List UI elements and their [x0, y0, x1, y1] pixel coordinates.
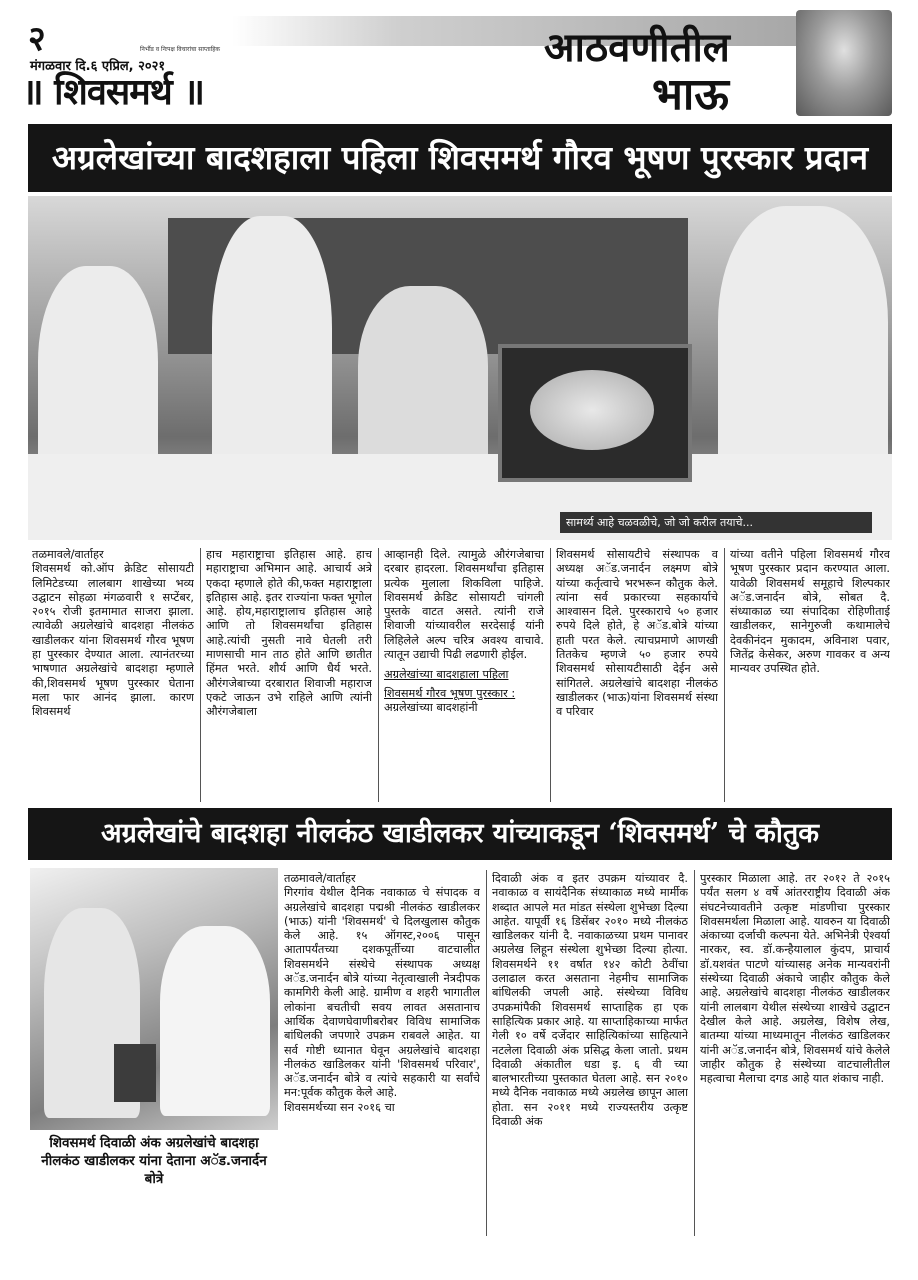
subheading-line2: शिवसमर्थ गौरव भूषण पुरस्कार : — [384, 686, 516, 700]
diwali-issue-book — [114, 1044, 156, 1102]
story1-column-3 — [384, 548, 544, 802]
column-divider — [200, 548, 201, 802]
page-number: २ — [28, 19, 46, 59]
story1-column-2: हाच महाराष्ट्राचा इतिहास आहे. हाच महाराष्ट्राचा अभिमान आहे. आचार्य अत्रे एकदा म्हणाले होते की,फक्त महाराष्ट्राला इतिहास आहे. इतर राज्यांना फक्त भूगोल आहे. होय,महाराष्ट्रालाच इतिहास आहे आणि तो शिवसमर्थांचा इतिहास आहे.त्यांची नुसती नावे घेतली तरी माणसाची मान ताठ होते आणि छातीत हिंमत भरते. शौर्य आणि धैर्य भरते. औरंगजेबाच्या दरबारात शिवाजी महाराज एकटे जाऊन उभे राहिले आणि त्यांनी औरंगजेबाला — [206, 548, 372, 719]
issue-date: मंगळवार दि.६ एप्रिल, २०२१ — [30, 59, 166, 74]
column-title-line2: भाऊ — [652, 69, 729, 120]
story1-column-4: शिवसमर्थ सोसायटीचे संस्थापक व अध्यक्ष अॅड.जनार्दन लक्ष्मण बोत्रे यांच्या कर्तृत्वाचे भरभरून कौतुक केले. त्यांना सर्व प्रकारच्या सहकार्याचे आश्वासन दिले. पुरस्काराचे ५० हजार रुपये दिले होते, हे अॅड.बोत्रे यांच्या हाती परत केले. त्याचप्रमाणे आणखी तितकेच म्हणजे ५० हजार रुपये शिवसमर्थ सोसायटीसाठी देईन असे सांगितले. अग्रलेखांचे बादशहा नीलकंठ खाडीलकर (भाऊ)यांना शिवसमर्थ संस्था व परिवार — [556, 548, 718, 719]
award-ceremony-photo — [28, 196, 892, 540]
story1-column-1: तळमावले/वार्ताहर शिवसमर्थ को.ऑप क्रेडिट सोसायटी लिमिटेडच्या लालबाग शाखेच्या भव्य उद्घाटन सोहळा मंगळवारी १ सप्टेंबर, २०१५ रोजी इतमामात साजरा झाला. त्यावेळी अग्रलेखांचे बादशहा नीलकंठ खाडीलकर यांना शिवसमर्थ गौरव भूषण हा पुरस्कार देण्यात आला. त्यानंतरच्या भाषणात अग्रलेखांचे बादशहा म्हणाले की,शिवसमर्थ भूषण पुरस्कार घेताना मला फार आनंद झाला. कारण शिवसमर्थ — [32, 548, 194, 719]
story2-column-1: तळमावले/वार्ताहर गिरगांव येथील दैनिक नवाकाळ चे संपादक व अग्रलेखांचे बादशहा पद्मश्री नीलकंठ खाडीलकर (भाऊ) यांनी 'शिवसमर्थ' चे दिलखुलास कौतुक केले आहे. १५ ऑगस्ट,२००६ पासून आतापर्यंतच्या दशकपूर्तीच्या वाटचालीत शिवसमर्थने संस्थेचे संस्थापक अध्यक्ष अॅड.जनार्दन बोत्रे यांच्या नेतृत्वाखाली नेत्रदीपक कामगिरी केली आहे. ग्रामीण व शहरी भागातील लोकांना बचतीची सवय लावत असतानाच आर्थिक देवाणघेवाणीबरोबर विविध सामाजिक बांधिलकी जपणारे उपक्रम राबवले आहेत. या सर्व गोष्टी ध्यानात घेवून अग्रलेखांचे बादशहा नीलकंठ खाडिलकर यांनी 'शिवसमर्थ परिवार', अॅड.जनार्दन बोत्रे व त्यांचे सहकारी या सर्वांचे मन:पूर्वक कौतुक केले आहे. शिवसमर्थच्या सन २०१६ चा — [284, 872, 480, 1114]
story1-headline: अग्रलेखांच्या बादशहाला पहिला शिवसमर्थ गौरव भूषण पुरस्कार प्रदान — [28, 124, 892, 192]
column-divider — [694, 870, 695, 1236]
column-divider — [724, 548, 725, 802]
photo-banner-text: सामर्थ्य आहे चळवळीचे, जो जो करील तयाचे... — [560, 512, 872, 533]
story2-headline: अग्रलेखांचे बादशहा नीलकंठ खाडीलकर यांच्याकडून ‘शिवसमर्थ’ चे कौतुक — [28, 808, 892, 860]
column-divider — [550, 548, 551, 802]
subheading-line1: अग्रलेखांच्या बादशहाला पहिला — [384, 668, 509, 682]
column-divider — [486, 870, 487, 1236]
columnist-portrait — [796, 10, 892, 116]
paper-nameplate: ॥ शिवसमर्थ ॥ — [22, 71, 204, 113]
column-title-line1: आठवणीतील — [544, 24, 730, 71]
person-figure — [160, 926, 270, 1116]
person-figure — [718, 206, 888, 496]
subheading-tail: अग्रलेखांच्या बादशहांनी — [384, 700, 478, 714]
story2-column-2: दिवाळी अंक व इतर उपक्रम यांच्यावर दै. नवाकाळ व सायंदैनिक संध्याकाळ मध्ये मार्मीक शब्दात आपले मत मांडत संस्थेला शुभेच्छा दिल्या आहेत. यापूर्वी १६ डिसेंबर २०१० मध्ये नीलकंठ खाडिलकर यांनी दै. नवाकाळच्या प्रथम पानावर अग्रलेख लिहून संस्थेला शुभेच्छा दिल्या होत्या. शिवसमर्थने ११ वर्षात १४२ कोटी ठेवींचा उलाढाल करत असताना नेहमीच सामाजिक बांधिलकी जपली आहे. संस्थेच्या विविध उपक्रमांपैकी शिवसमर्थ साप्ताहिक हा एक साहित्यिक प्रकार आहे. या साप्ताहिकाच्या मार्फत गेली १० वर्षे दर्जेदार साहित्यिकांच्या साहित्याने नटलेला दिवाळी अंक प्रसिद्ध केला जातो. प्रथम दिवाळी अंकातील धडा इ. ६ वी च्या बालभारतीच्या पुस्तकात घेतला आहे. सन २०१० मध्ये दैनिक नवाकाळ मध्ये अग्रलेख छापून आला होता. सन २०११ मध्ये राज्यस्तरीय उत्कृष्ट दिवाळी अंक — [492, 872, 688, 1129]
story1-column-5: यांच्या वतीने पहिला शिवसमर्थ गौरव भूषण पुरस्कार प्रदान करण्यात आला. यावेळी शिवसमर्थ समूहाचे शिल्पकार अॅड.जनार्दन बोत्रे, सोबत दै. संध्याकाळ च्या संपादिका रोहिणीताई खाडीलकर, सानेगुरुजी कथामालेचे देवकीनंदन मुकादम, अविनाश पवार, जितेंद्र केसेकर, अरुण गावकर व अन्य मान्यवर उपस्थित होते. — [730, 548, 890, 676]
diwali-issue-photo — [30, 868, 278, 1130]
story1-column-3-text: आव्हानही दिले. त्यामुळे औरंगजेबाचा दरबार हादरला. शिवसमर्थांचा इतिहास प्रत्येक मुलाला शिकविला पाहिजे. शिवसमर्थ क्रेडिट सोसायटी चांगली पुस्तके वाटत असते. त्यांनी राजे शिवाजी यांच्यावरील सरदेसाई यांनी लिहिलेले अल्प चरित्र अवश्य वाचावे. त्यातून उद्याची पिढी लढणारी होईल. — [384, 548, 544, 662]
tagline: निर्भीड व निःपक्ष विचारांचा साप्ताहिक — [140, 46, 221, 53]
story2-photo-caption: शिवसमर्थ दिवाळी अंक अग्रलेखांचे बादशहा नीलकंठ खाडीलकर यांना देताना अॅड.जनार्दन बोत्रे — [41, 1135, 267, 1187]
award-medallion — [530, 370, 654, 450]
story2-column-3: पुरस्कार मिळाला आहे. तर २०१२ ते २०१५ पर्यंत सलग ४ वर्षे आंतरराष्ट्रीय दिवाळी अंक संघटनेच्यावतीने उत्कृष्ट मांडणीचा पुरस्कार शिवसमर्थला मिळाला आहे. यावरुन या दिवाळी अंकाच्या दर्जाची कल्पना येते. अभिनेत्री ऐश्वर्या नारकर, स्व. डॉ.कन्हैयालाल कुंदप, प्राचार्य डॉ.यशवंत पाटणे यांच्यासह अनेक मान्यवरांनी संस्थेच्या दिवाळी अंकाचे जाहीर कौतुक केले आहे. अग्रलेखांचे बादशहा नीलकंठ खाडीलकर यांनी लालबाग येथील संस्थेच्या शाखेचे उद्घाटन देखील केले आहे. अग्रलेख, विशेष लेख, बातम्या यांच्या माध्यमातून नीलकंठ खाडिलकर यांनी अॅड.जनार्दन बोत्रे, शिवसमर्थ यांचे केलेले जाहीर कौतुक हे संस्थेच्या वाटचालीतील महत्वाचा मैलाचा दगड आहे यात शंकाच नाही. — [700, 872, 890, 1086]
award-plaque — [498, 344, 692, 482]
column-divider — [378, 548, 379, 802]
